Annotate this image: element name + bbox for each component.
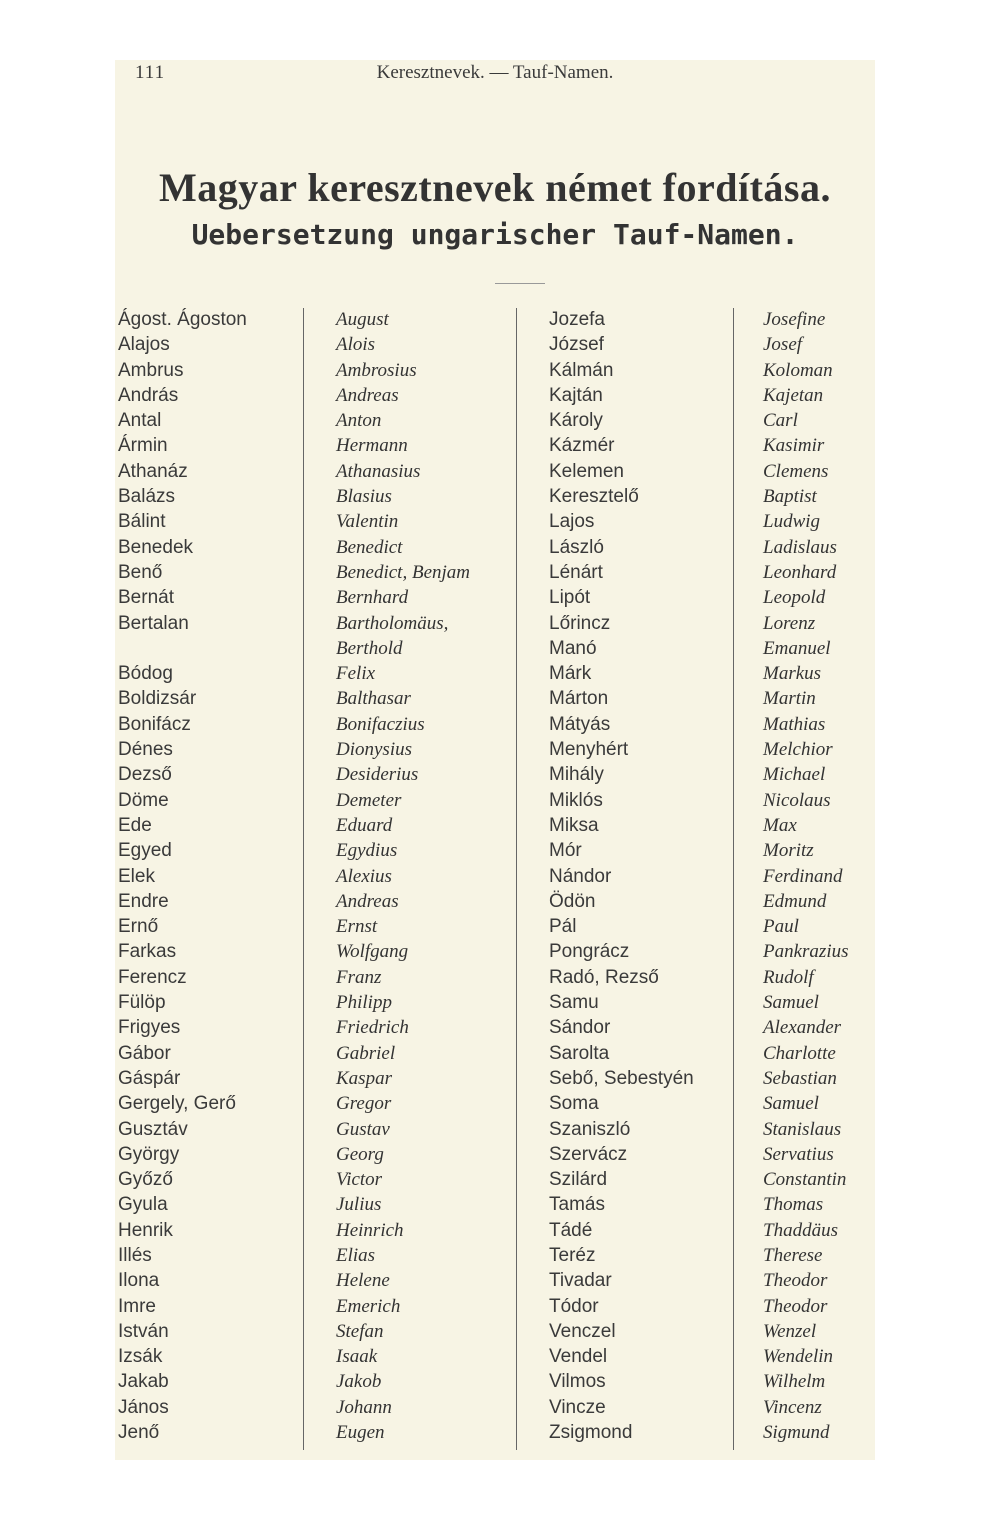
name-entry: Boldizsár: [118, 688, 197, 710]
name-entry: Lajos: [549, 511, 595, 533]
name-entry: Demeter: [336, 789, 402, 811]
name-entry: Constantin: [763, 1169, 847, 1191]
name-entry: Eugen: [336, 1422, 385, 1444]
name-entry: Alexius: [336, 865, 392, 887]
name-entry: Gusztáv: [118, 1118, 188, 1140]
hungarian-names-right: [549, 307, 694, 1445]
name-entry: Andreas: [336, 890, 399, 912]
name-entry: Ilona: [118, 1270, 160, 1292]
name-entry: Sigmund: [763, 1422, 830, 1444]
german-names-right: [763, 307, 849, 1445]
name-entry: Sándor: [549, 1017, 611, 1039]
name-entry: Samuel: [763, 992, 819, 1014]
name-entry: Gyula: [118, 1194, 168, 1216]
name-entry: Jakab: [118, 1371, 169, 1393]
name-entry: Kázmér: [549, 435, 615, 457]
name-entry: Michael: [763, 764, 826, 786]
column-divider: [733, 308, 734, 1450]
name-entry: Lőrincz: [549, 612, 611, 634]
name-entry: Franz: [336, 966, 382, 988]
name-entry: Ambrosius: [336, 359, 417, 381]
name-entry: Tivadar: [549, 1270, 612, 1292]
name-entry: Szervácz: [549, 1143, 628, 1165]
name-entry: Tamás: [549, 1194, 605, 1216]
name-entry: Balázs: [118, 486, 176, 508]
title-divider: [495, 283, 545, 284]
name-entry: Theodor: [763, 1295, 828, 1317]
name-entry: Valentin: [336, 511, 399, 533]
name-entry: August: [336, 309, 389, 330]
name-entry: István: [118, 1320, 169, 1342]
running-title: Keresztnevek. — Tauf-Namen.: [376, 62, 614, 83]
name-entry: Kelemen: [549, 460, 624, 482]
name-entry: Carl: [763, 410, 798, 432]
name-entry: Sebastian: [763, 1067, 837, 1089]
name-entry: Jakob: [336, 1371, 382, 1393]
name-entry: Desiderius: [336, 764, 419, 786]
name-entry: Athanáz: [118, 460, 188, 482]
name-entry: Mór: [549, 840, 582, 862]
name-entry: Benedek: [118, 536, 194, 558]
name-entry: Ladislaus: [763, 536, 837, 558]
name-entry: Mihály: [549, 764, 604, 786]
name-entry: Pál: [549, 916, 577, 938]
name-entry: Josef: [763, 334, 803, 356]
name-entry: Baptist: [763, 486, 817, 508]
name-entry: Johann: [336, 1396, 392, 1418]
name-entry: Samu: [549, 992, 599, 1014]
name-entry: Gábor: [118, 1042, 171, 1064]
name-entry: Bernát: [118, 587, 174, 609]
name-entry: Zsigmond: [549, 1422, 633, 1444]
name-entry: Nicolaus: [763, 789, 831, 811]
name-entry: Gregor: [336, 1093, 392, 1115]
name-entry: Thomas: [763, 1194, 824, 1216]
name-entry: Ágost. Ágoston: [118, 309, 247, 330]
name-entry: László: [549, 536, 604, 558]
name-entry: Koloman: [763, 359, 833, 381]
column-divider: [303, 308, 304, 1450]
name-entry: Szilárd: [549, 1169, 608, 1191]
name-entry: Ödön: [549, 890, 596, 912]
name-entry: Anton: [336, 410, 382, 432]
name-entry: Alexander: [763, 1017, 842, 1039]
name-entry: Martin: [763, 688, 816, 710]
name-entry: Victor: [336, 1169, 383, 1191]
name-entry: Servatius: [763, 1143, 834, 1165]
name-entry: Wolfgang: [336, 941, 409, 963]
name-entry: Ludwig: [763, 511, 821, 533]
name-entry: Therese: [763, 1244, 823, 1266]
name-entry: Vendel: [549, 1346, 608, 1368]
name-entry: Wendelin: [763, 1346, 834, 1368]
name-entry: Jenő: [118, 1422, 160, 1444]
name-entry: Imre: [118, 1295, 156, 1317]
name-entry: Nándor: [549, 865, 612, 887]
name-entry: Dezső: [118, 764, 172, 786]
name-entry: Athanasius: [336, 460, 421, 482]
name-entry: Döme: [118, 789, 169, 811]
name-entry: Jozefa: [549, 309, 605, 330]
name-entry: Menyhért: [549, 739, 629, 761]
name-entry: Isaak: [336, 1346, 378, 1368]
name-entry: Thaddäus: [763, 1219, 838, 1241]
name-entry: András: [118, 384, 179, 406]
name-entry: Tódor: [549, 1295, 599, 1317]
name-entry: Manó: [549, 637, 597, 659]
name-entry: Venczel: [549, 1320, 616, 1342]
page-title: Magyar keresztnevek német fordítása.: [159, 165, 831, 210]
name-entry: Ferencz: [118, 966, 187, 988]
name-entry: Heinrich: [336, 1219, 404, 1241]
name-entry: Ernst: [336, 916, 378, 938]
name-entry: Sebő, Sebestyén: [549, 1067, 694, 1089]
name-entry: Stefan: [336, 1320, 384, 1342]
name-entry: Márk: [549, 663, 592, 685]
name-entry: Miksa: [549, 814, 599, 836]
name-entry: Hermann: [336, 435, 408, 457]
name-entry: Moritz: [763, 840, 814, 862]
name-entry: Melchior: [763, 739, 833, 761]
name-entry: Stanislaus: [763, 1118, 842, 1140]
name-entry: Max: [763, 814, 797, 836]
name-entry: Sarolta: [549, 1042, 610, 1064]
name-entry: Egyed: [118, 840, 172, 862]
name-entry: Illés: [118, 1244, 152, 1266]
name-entry: Fülöp: [118, 992, 166, 1014]
name-entry: Bódog: [118, 663, 173, 685]
name-entry: Márton: [549, 688, 609, 710]
name-entry: Izsák: [118, 1346, 163, 1368]
name-entry: Elek: [118, 865, 155, 887]
name-entry: Pongrácz: [549, 941, 630, 963]
name-entry: Eduard: [336, 814, 393, 836]
hungarian-names-left: [118, 307, 247, 1445]
name-entry: Gustav: [336, 1118, 390, 1140]
name-entry: Vilmos: [549, 1371, 606, 1393]
name-entry: Benedict: [336, 536, 403, 558]
name-entry: Tádé: [549, 1219, 593, 1241]
name-entry: Lipót: [549, 587, 591, 609]
german-names-left: [336, 307, 470, 1445]
name-entry: Ambrus: [118, 359, 184, 381]
column-divider: [516, 308, 517, 1450]
name-entry: Károly: [549, 410, 603, 432]
name-entry: Teréz: [549, 1244, 596, 1266]
name-entry: Kaspar: [336, 1067, 392, 1089]
name-entry: Gáspár: [118, 1067, 181, 1089]
name-entry: Mathias: [763, 713, 826, 735]
name-entry: Wilhelm: [763, 1371, 826, 1393]
name-entry: Lorenz: [763, 612, 816, 634]
name-entry: Ferdinand: [763, 865, 843, 887]
name-entry: Wenzel: [763, 1320, 817, 1342]
name-entry: Farkas: [118, 941, 177, 963]
name-entry: Paul: [763, 916, 799, 938]
name-entry: Balthasar: [336, 688, 411, 710]
name-entry: János: [118, 1396, 169, 1418]
name-entry: Helene: [336, 1270, 390, 1292]
name-entry: Theodor: [763, 1270, 828, 1292]
name-entry: Ernő: [118, 916, 159, 938]
name-entry: Pankrazius: [763, 941, 849, 963]
name-entry: Vincze: [549, 1396, 606, 1418]
name-entry: Blasius: [336, 486, 392, 508]
name-entry: Leopold: [763, 587, 826, 609]
name-entry: Alajos: [118, 334, 170, 356]
name-entry: Julius: [336, 1194, 382, 1216]
name-entry: Frigyes: [118, 1017, 181, 1039]
name-entry: Antal: [118, 410, 162, 432]
name-entry: Dénes: [118, 739, 173, 761]
name-entry: Josefine: [763, 309, 826, 330]
name-entry: Emanuel: [763, 637, 831, 659]
name-entry: Bartholomäus,: [336, 612, 449, 634]
name-entry: Keresztelő: [549, 486, 639, 508]
name-entry: György: [118, 1143, 180, 1165]
name-entry: Clemens: [763, 460, 829, 482]
name-entry: Bálint: [118, 511, 166, 533]
name-entry: Vincenz: [763, 1396, 822, 1418]
name-entry: Kajetan: [763, 384, 824, 406]
name-entry: Mátyás: [549, 713, 611, 735]
name-entry: Gabriel: [336, 1042, 396, 1064]
name-entry: Friedrich: [336, 1017, 409, 1039]
name-entry: Lénárt: [549, 561, 603, 583]
name-entry: Bertalan: [118, 612, 189, 634]
name-entry: Szaniszló: [549, 1118, 631, 1140]
name-entry: Endre: [118, 890, 169, 912]
name-entry: Ede: [118, 814, 152, 836]
name-entry: József: [549, 334, 604, 356]
name-entry: Rudolf: [763, 966, 814, 988]
name-entry: Benő: [118, 561, 163, 583]
name-entry: [118, 636, 247, 661]
name-entry: Bonifácz: [118, 713, 191, 735]
running-head: [115, 62, 875, 92]
name-entry: Kálmán: [549, 359, 614, 381]
name-entry: Bernhard: [336, 587, 409, 609]
name-entry: Philipp: [336, 992, 392, 1014]
name-entry: Ármin: [118, 435, 168, 457]
name-entry: Kajtán: [549, 384, 603, 406]
page-subtitle: Uebersetzung ungarischer Tauf-Namen.: [191, 218, 799, 251]
name-entry: Henrik: [118, 1219, 173, 1241]
name-entry: Gergely, Gerő: [118, 1093, 236, 1115]
name-entry: Andreas: [336, 384, 399, 406]
page-number: 111: [135, 62, 166, 83]
name-entry: Egydius: [336, 840, 398, 862]
name-entry: Markus: [763, 663, 822, 685]
name-entry: Alois: [336, 334, 376, 356]
name-entry: Győző: [118, 1169, 173, 1191]
name-entry: Felix: [336, 663, 376, 685]
name-entry: Georg: [336, 1143, 384, 1165]
name-entry: Leonhard: [763, 561, 837, 583]
name-entry: Elias: [336, 1244, 376, 1266]
name-entry: Benedict, Benjam: [336, 561, 471, 583]
name-entry: Radó, Rezső: [549, 966, 659, 988]
name-entry: Bonifaczius: [336, 713, 425, 735]
name-entry: Edmund: [763, 890, 827, 912]
name-entry: Kasimir: [763, 435, 825, 457]
name-entry: Charlotte: [763, 1042, 836, 1064]
name-entry: Miklós: [549, 789, 603, 811]
name-entry: Emerich: [336, 1295, 401, 1317]
name-entry: Samuel: [763, 1093, 819, 1115]
name-entry: Soma: [549, 1093, 599, 1115]
name-entry: Berthold: [336, 637, 403, 659]
name-entry: Dionysius: [336, 739, 412, 761]
